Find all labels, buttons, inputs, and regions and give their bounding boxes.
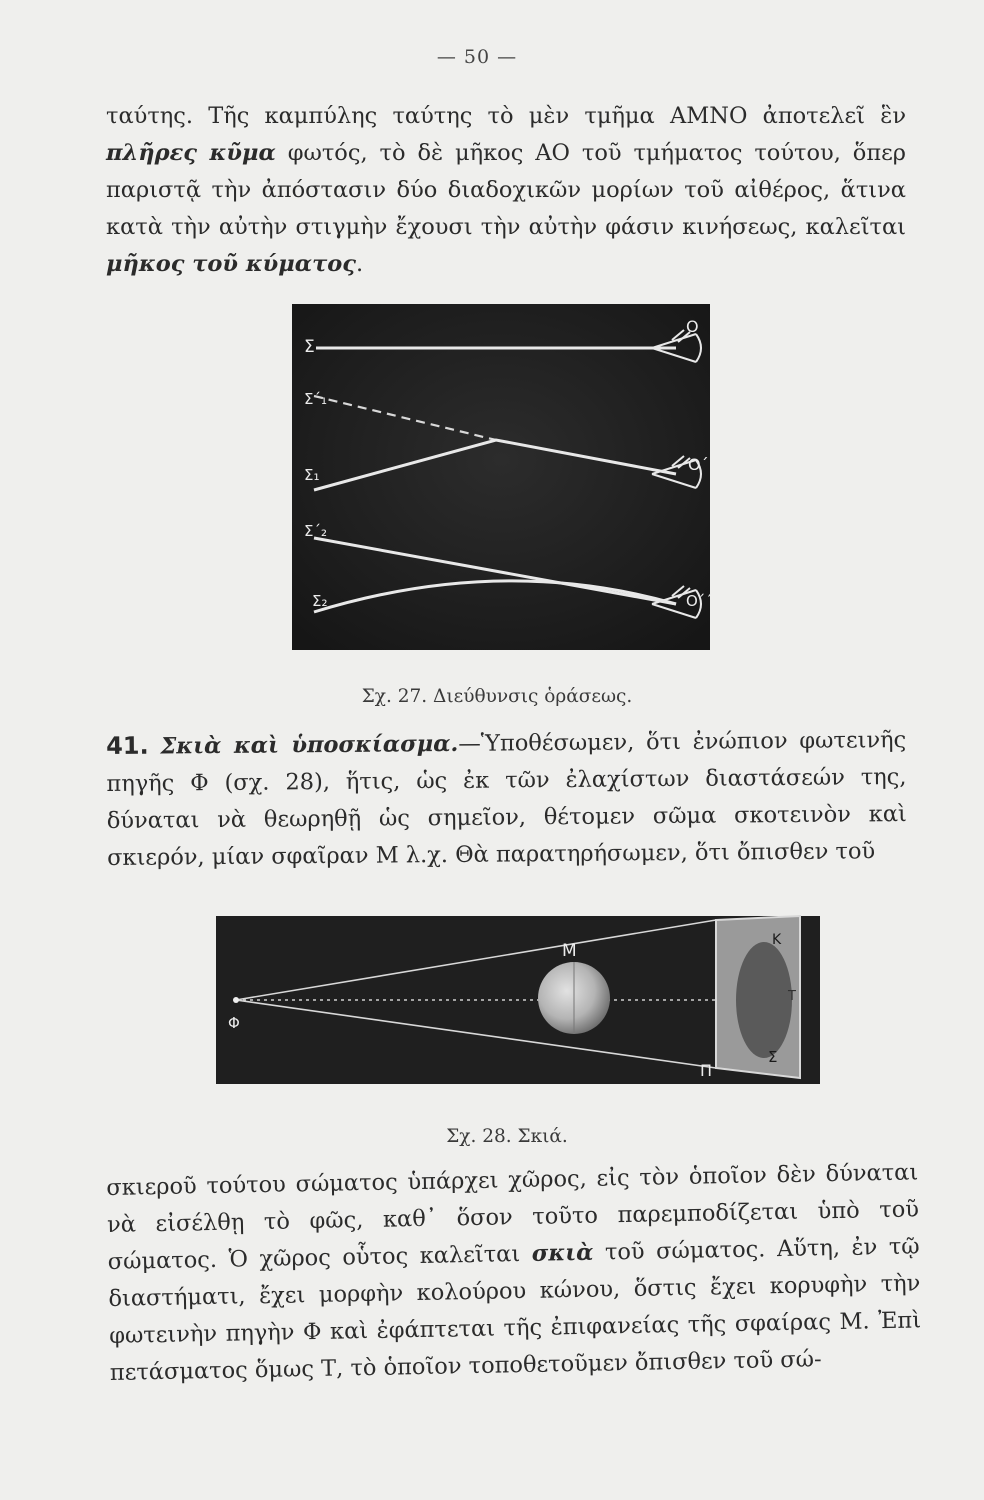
- label-sigma: Σ: [768, 1048, 778, 1066]
- paragraph-wave-length: [106, 98, 906, 283]
- label-o-double-prime: Ο΄΄: [686, 592, 713, 610]
- section-number: 41.: [106, 731, 149, 760]
- para1-text-2: φωτός, τὸ δὲ μῆκος ΑΟ τοῦ τμήματος τούτου, ὅπερ παριστᾷ τὴν ἀπόστασιν δύο διαδοχικῶν μορίων τοῦ αἰθέρος, ἅτινα κατὰ τὴν αὐτὴν στιγμὴν ἔχουσι τὴν αὐτὴν φάσιν κινήσεως, καλεῖται: [106, 140, 907, 240]
- figure-27-direction-of-vision: [292, 304, 713, 650]
- para1-text-1: ταύτης. Τῆς καμπύλης ταύτης τὸ μὲν τμῆμα ΑΜΝΟ ἀποτελεῖ ἓν: [106, 103, 906, 129]
- figure-28-shadow: [216, 916, 820, 1084]
- label-p: Π: [700, 1061, 713, 1080]
- paragraph-shadow-description: [106, 1154, 922, 1392]
- paragraph-shadow-intro: [106, 721, 907, 877]
- page-number: — 50 —: [436, 46, 518, 68]
- figure-27-caption: Σχ. 27. Διεύθυνσις ὁράσεως.: [361, 686, 633, 707]
- label-o: Ο: [686, 317, 699, 336]
- label-k: Κ: [772, 932, 782, 948]
- para1-text-3: .: [355, 251, 364, 277]
- term-wave-length: μῆκος τοῦ κύματος: [106, 251, 356, 277]
- label-m: Μ: [562, 941, 577, 961]
- label-tau: Τ: [788, 989, 796, 1004]
- para2-text: —Ὑποθέσωμεν, ὅτι ἐνώπιον φωτεινῆς πηγῆς Φ (σχ. 28), ἥτις, ὡς ἐκ τῶν ἐλαχίστων διαστάσεών της, δύναται νὰ θεωρηθῇ ὡς σημεῖον, θέτομεν σῶμα σκοτεινὸν καὶ σκιερόν, μίαν σφαῖραν Μ λ.χ. Θὰ παρατηρήσωμεν, ὅτι ὄπισθεν τοῦ: [106, 727, 907, 871]
- para3-text-1: σκιεροῦ τούτου σώματος ὑπάρχει χῶρος, εἰς τὸν ὁποῖον δὲν δύναται νὰ εἰσέλθῃ τὸ φῶς, καθ᾽ ὅσον τοῦτο παρεμποδίζεται ὑπὸ τοῦ σώματος. Ὁ χῶρος οὗτος καλεῖται: [106, 1159, 920, 1275]
- figure-28-caption: Σχ. 28. Σκιά.: [446, 1126, 568, 1147]
- label-sigma2: Σ₂: [312, 592, 328, 610]
- label-sigma1: Σ₁: [304, 466, 320, 484]
- label-o-prime: Ο΄: [688, 455, 709, 474]
- term-full-wave: πλῆρες κῦμα: [106, 140, 276, 166]
- section-title: Σκιὰ καὶ ὑποσκίασμα.: [160, 730, 459, 760]
- label-sigma: Σ: [304, 337, 315, 357]
- label-sigma2-prime: Σ΄₂: [304, 522, 327, 540]
- para3-text-2: τοῦ σώματος. Αὕτη, ἐν τῷ διαστήματι, ἔχει μορφὴν κολούρου κώνου, ὅστις ἔχει κορυφὴν τὴν φωτεινὴν πηγὴν Φ καὶ ἐφάπτεται τῆς ἐπιφανείας τῆς σφαίρας Μ. Ἐπὶ πετάσματος ὅμως Τ, τὸ ὁποῖον τοποθετοῦμεν ὄπισθεν τοῦ σώ-: [108, 1233, 922, 1386]
- light-source-point: [233, 997, 239, 1003]
- shadow-patch: [736, 942, 792, 1058]
- label-phi: Φ: [228, 1014, 240, 1032]
- label-sigma1-prime: Σ΄₁: [304, 390, 327, 408]
- term-shadow: σκιὰ: [531, 1239, 594, 1267]
